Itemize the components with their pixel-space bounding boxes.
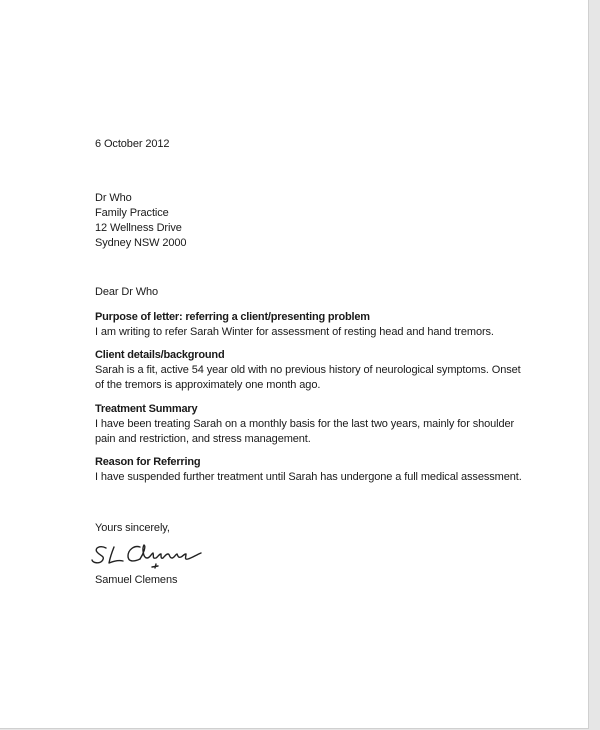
section-body: I am writing to refer Sarah Winter for assessment of resting head and hand tremors. (95, 326, 494, 338)
section-treatment-summary (95, 402, 525, 447)
section-body: I have been treating Sarah on a monthly basis for the last two years, mainly for shoulder pain and restriction, and stress management. (95, 418, 515, 445)
section-heading: Treatment Summary (95, 403, 198, 415)
section-purpose (95, 310, 525, 340)
section-reason-for-referring (95, 455, 525, 485)
section-heading: Reason for Referring (95, 456, 201, 468)
section-client-details (95, 348, 525, 393)
recipient-practice: Family Practice (95, 207, 169, 219)
recipient-street: 12 Wellness Drive (95, 222, 182, 234)
signature-image (90, 536, 215, 574)
signer-name: Samuel Clemens (95, 574, 178, 586)
recipient-address (95, 191, 186, 251)
section-body: I have suspended further treatment until Sarah has undergone a full medical assessment. (95, 471, 522, 483)
section-heading: Client details/background (95, 349, 225, 361)
section-body: Sarah is a fit, active 54 year old with no previous history of neurological symptoms. Onset of the tremors is approximately one month ago. (95, 364, 521, 391)
closing: Yours sincerely, (95, 522, 170, 534)
recipient-city: Sydney NSW 2000 (95, 237, 187, 249)
salutation: Dear Dr Who (95, 286, 159, 298)
section-heading: Purpose of letter: referring a client/presenting problem (95, 311, 370, 323)
letter-date: 6 October 2012 (95, 138, 170, 150)
recipient-name: Dr Who (95, 192, 132, 204)
